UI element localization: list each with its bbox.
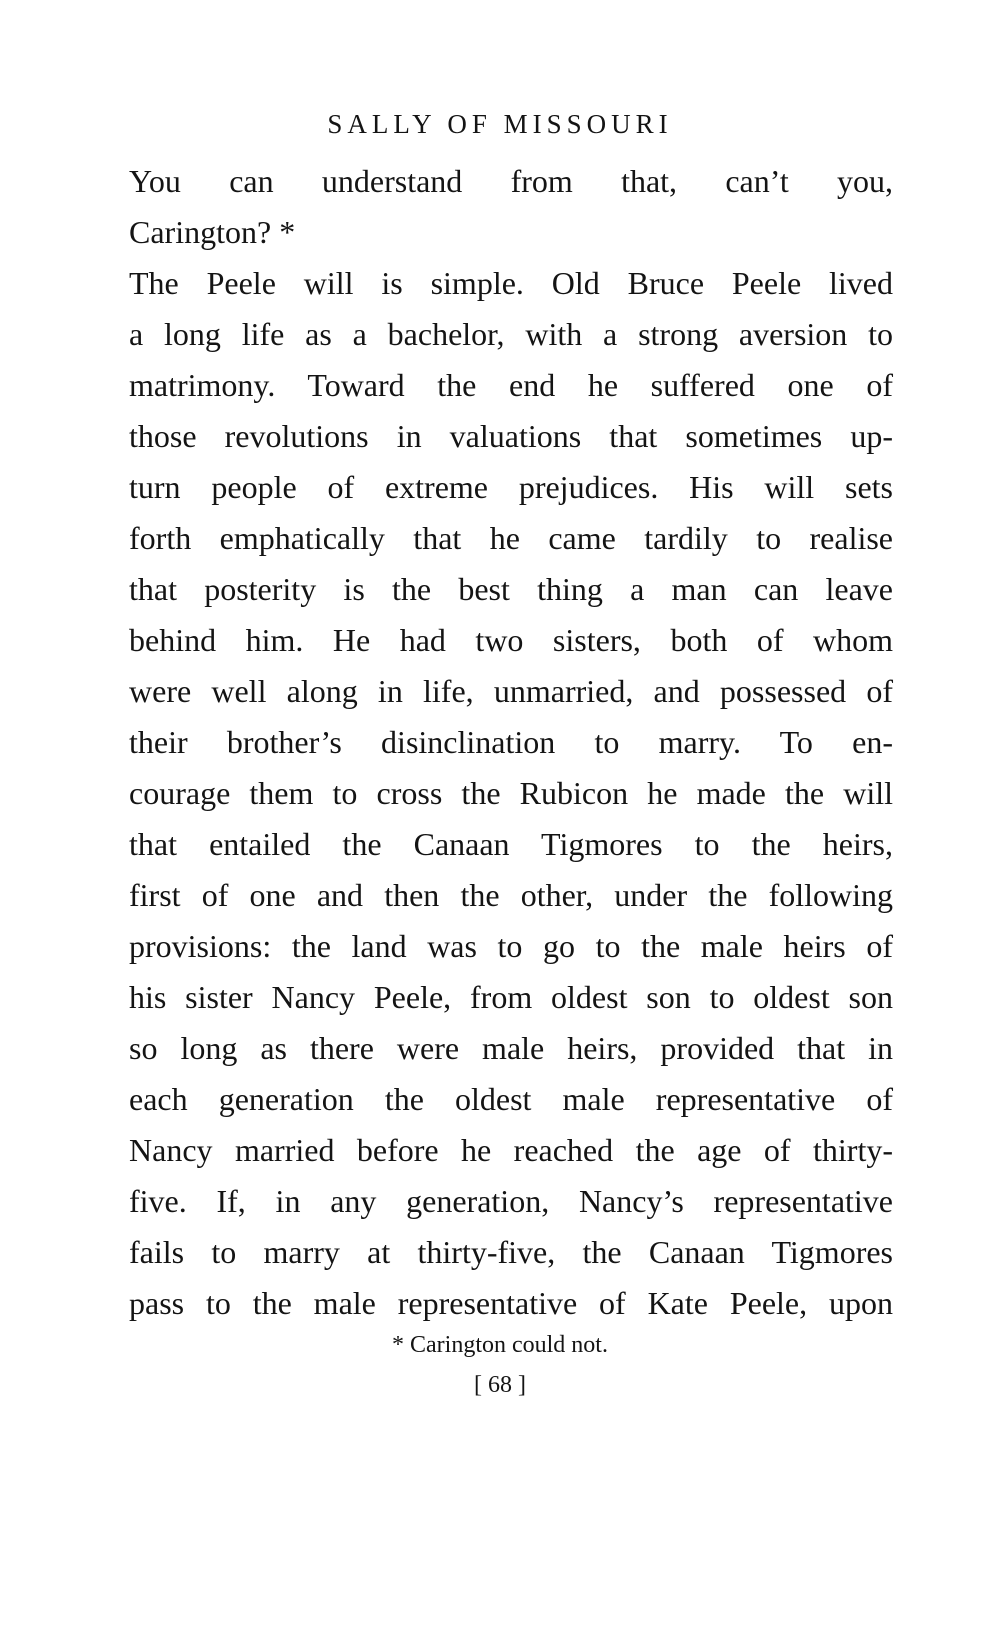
text-line: five. If, in any generation, Nancy’s representative (129, 1183, 893, 1219)
text-line: his sister Nancy Peele, from oldest son to oldest son (129, 979, 893, 1015)
running-head: SALLY OF MISSOURI (327, 109, 673, 139)
text-line: Nancy married before he reached the age of thirty- (129, 1132, 893, 1168)
text-line: first of one and then the other, under the following (129, 877, 893, 913)
text-line: a long life as a bachelor, with a strong aversion to (129, 316, 893, 352)
text-line: each generation the oldest male representative of (129, 1081, 893, 1117)
text-line: were well along in life, unmarried, and possessed of (129, 673, 893, 709)
footnote: * Carington could not. (392, 1332, 608, 1358)
text-line: their brother’s disinclination to marry. To en- (129, 724, 893, 760)
text-line: so long as there were male heirs, provided that in (129, 1030, 893, 1066)
text-line: those revolutions in valuations that sometimes up- (129, 418, 893, 454)
text-line: provisions: the land was to go to the male heirs of (129, 928, 893, 964)
text-line: matrimony. Toward the end he suffered one of (129, 367, 893, 403)
text-line: pass to the male representative of Kate Peele, upon (129, 1285, 893, 1321)
text-line: You can understand from that, can’t you, (129, 163, 893, 199)
text-line: that posterity is the best thing a man can leave (129, 571, 893, 607)
text-line: turn people of extreme prejudices. His will sets (129, 469, 893, 505)
text-line: that entailed the Canaan Tigmores to the heirs, (129, 826, 893, 862)
text-line: forth emphatically that he came tardily to realise (129, 520, 893, 556)
body-text (129, 156, 893, 1329)
text-line: fails to marry at thirty-five, the Canaan Tigmores (129, 1234, 893, 1270)
text-line: Carington? * (129, 214, 296, 250)
text-line: The Peele will is simple. Old Bruce Peele lived (129, 265, 893, 301)
paragraph-2 (129, 258, 893, 1329)
page-number: [ 68 ] (474, 1372, 526, 1398)
paragraph-1 (129, 156, 893, 258)
text-line: courage them to cross the Rubicon he made the will (129, 775, 893, 811)
text-line: behind him. He had two sisters, both of whom (129, 622, 893, 658)
